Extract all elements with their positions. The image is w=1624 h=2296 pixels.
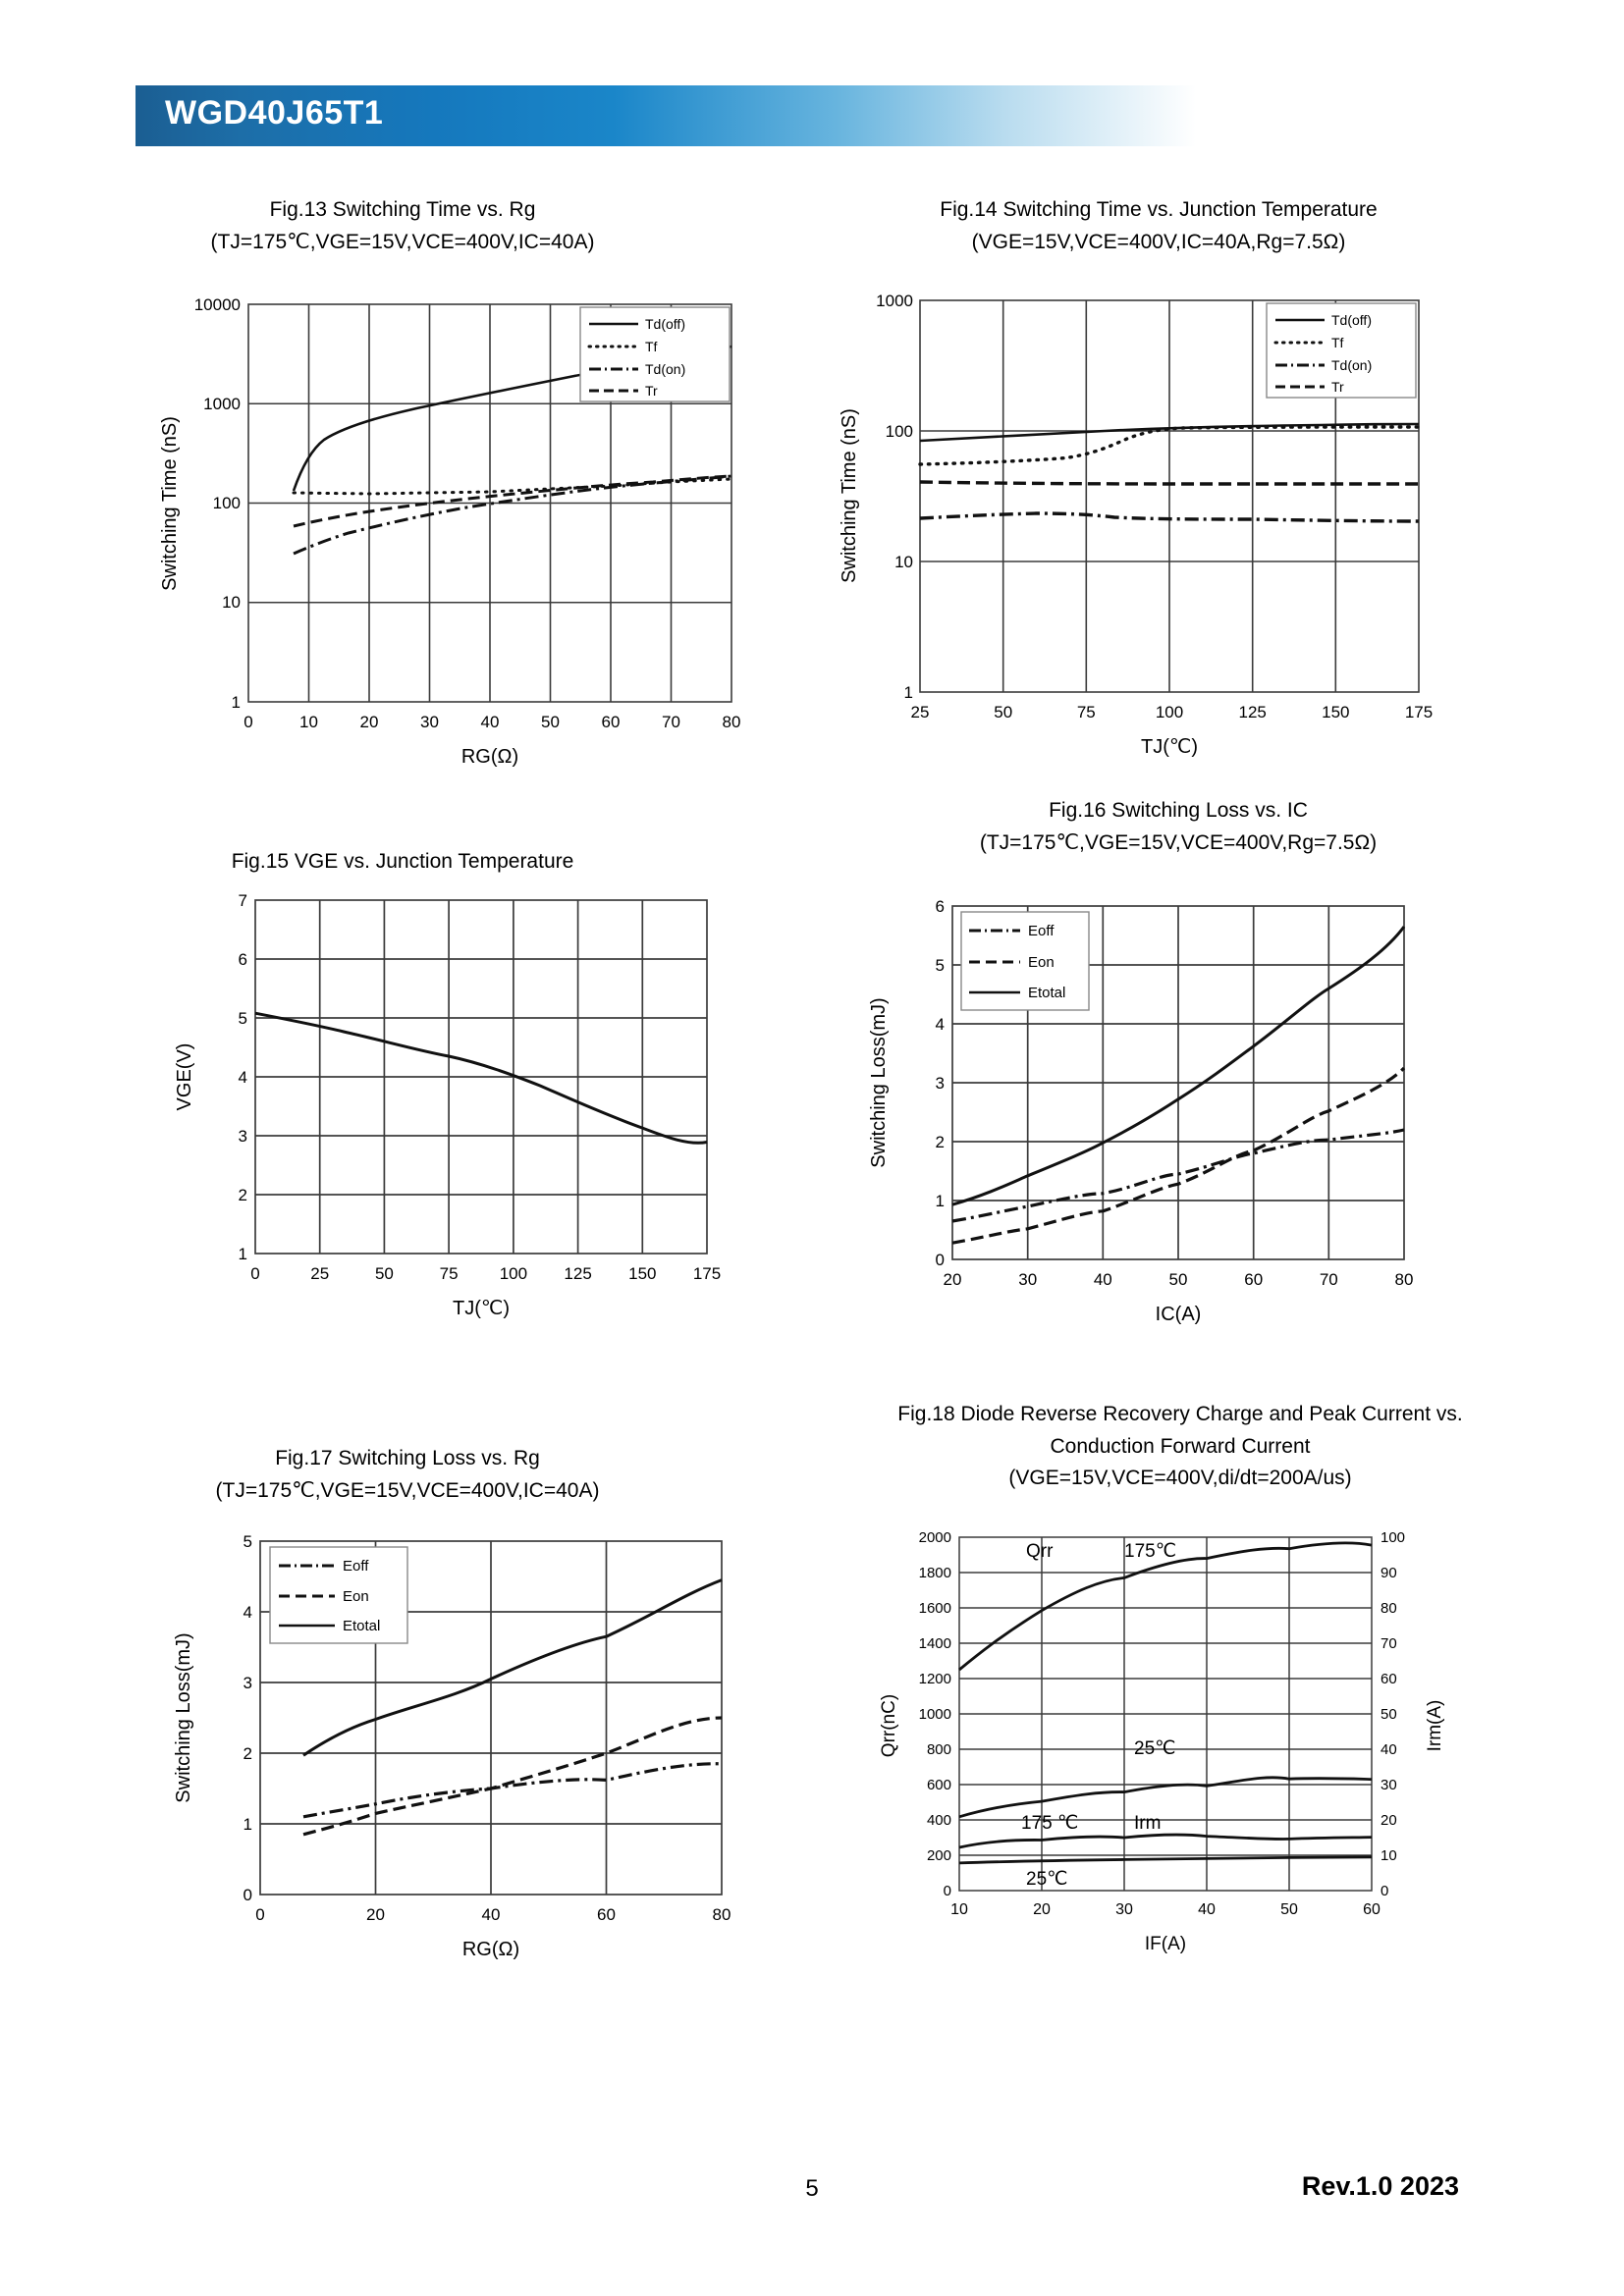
fig16-yaxis-label: Switching Loss(mJ) [868,997,890,1168]
fig15-chart [147,888,835,1340]
fig14-xtick: 125 [1238,703,1267,721]
fig18-ytick-right: 20 [1380,1812,1397,1829]
fig13-xtick: 30 [420,713,439,731]
page-title: WGD40J65T1 [165,94,384,132]
fig16-xtick: 60 [1244,1270,1264,1289]
fig16-xtick: 50 [1168,1270,1188,1289]
fig13-xtick: 80 [722,713,741,731]
fig15-ytick: 6 [238,950,247,969]
fig13-xtick: 0 [244,713,253,731]
fig13-ytick: 1000 [203,395,241,413]
fig18-chart [839,1520,1527,1991]
fig15-xtick: 25 [310,1264,330,1283]
fig18-caption-line1: Fig.18 Diode Reverse Recovery Charge and Peak Current vs. [897,1403,1463,1425]
fig14-legend [1267,303,1416,398]
fig14-svg [830,288,1517,778]
fig17-legend-label: Eon [343,1588,369,1605]
fig18-annotation-25c-low: 25℃ [1026,1869,1068,1890]
fig13-xtick: 10 [299,713,318,731]
fig15-xtick: 175 [692,1264,722,1283]
fig14-legend-label: Td(off) [1331,312,1372,328]
fig17-chart [142,1523,830,1995]
fig18-ytick-left: 600 [926,1777,951,1793]
fig14-xtick: 50 [994,703,1013,721]
fig17-series-eon [303,1718,722,1835]
fig14-legend-label: Tr [1331,379,1344,395]
fig18-ytick-left: 0 [943,1883,951,1899]
fig14-xtick: 75 [1076,703,1096,721]
fig14-xtick: 25 [910,703,930,721]
fig15-caption [177,846,628,879]
fig16-legend-label: Eon [1028,954,1055,971]
fig13-xtick: 60 [601,713,621,731]
fig17-xtick: 20 [366,1905,385,1924]
fig18-annotation-175c-low: 175 ℃ [1021,1813,1079,1834]
fig17-caption [182,1443,633,1507]
fig16-caption [844,795,1512,859]
fig15-ytick: 4 [238,1068,247,1087]
fig13-ytick: 10000 [193,295,241,314]
fig14-legend-label: Td(on) [1331,357,1373,373]
fig17-ytick: 5 [243,1532,252,1551]
fig15-series-vge [255,1013,707,1143]
fig14-ytick: 1 [903,683,913,702]
fig17-caption-line1: Fig.17 Switching Loss vs. Rg [275,1447,540,1469]
fig13-svg [142,290,830,780]
fig17-ytick: 3 [243,1674,252,1692]
fig18-ytick-right: 0 [1380,1883,1389,1899]
fig16-ytick: 0 [935,1251,945,1269]
fig14-legend-label: Tf [1331,335,1344,350]
fig16-xtick: 80 [1394,1270,1414,1289]
fig14-xtick: 100 [1155,703,1184,721]
fig15-ytick: 7 [238,891,247,910]
fig16-ytick: 2 [935,1133,945,1151]
fig18-ytick-left: 400 [926,1812,951,1829]
fig16-legend-label: Etotal [1028,985,1066,1001]
fig13-legend [580,307,730,401]
fig16-xaxis-label: IC(A) [1155,1304,1202,1325]
fig17-xtick: 40 [481,1905,501,1924]
fig18-ytick-left: 800 [926,1741,951,1758]
fig14-caption-line2: (VGE=15V,VCE=400V,IC=40A,Rg=7.5Ω) [971,230,1346,253]
fig17-legend [270,1547,407,1643]
fig14-series-tr [920,482,1419,484]
fig18-xaxis-label: IF(A) [1144,1934,1187,1954]
fig13-legend-label: Tf [645,339,658,354]
fig13-xtick: 70 [662,713,680,731]
fig18-ytick-left: 1400 [918,1635,951,1652]
fig14-xtick: 175 [1404,703,1434,721]
fig14-chart [830,288,1517,778]
fig15-xtick: 125 [564,1264,592,1283]
fig13-caption-line1: Fig.13 Switching Time vs. Rg [269,198,536,221]
fig13-chart [142,290,830,780]
fig18-series-qrr-25c [959,1778,1372,1817]
fig18-ytick-left: 1600 [918,1600,951,1617]
fig17-xtick: 0 [255,1905,265,1924]
fig13-yaxis-label: Switching Time (nS) [159,416,181,591]
fig18-series-irm-175c [959,1835,1372,1847]
fig16-caption-line2: (TJ=175℃,VGE=15V,VCE=400V,Rg=7.5Ω) [979,830,1378,854]
fig18-xtick: 50 [1280,1901,1298,1918]
fig15-svg [147,888,835,1340]
fig16-ytick: 5 [935,956,945,975]
fig15-ytick: 5 [238,1009,247,1028]
fig16-ytick: 3 [935,1074,945,1093]
fig18-ytick-left: 1000 [918,1706,951,1723]
fig18-caption [817,1399,1543,1495]
fig18-ytick-right: 90 [1380,1565,1397,1581]
fig15-xaxis-label: TJ(℃) [453,1298,510,1319]
fig13-xtick: 50 [541,713,560,731]
fig17-xtick: 60 [597,1905,616,1924]
fig16-svg [839,888,1527,1350]
fig16-ytick: 4 [935,1015,945,1034]
fig18-ytick-left: 1800 [918,1565,951,1581]
fig13-series-tdon [294,476,731,554]
fig18-ytick-left: 1200 [918,1671,951,1687]
fig17-caption-line2: (TJ=175℃,VGE=15V,VCE=400V,IC=40A) [215,1478,600,1502]
page-number: 5 [805,2175,819,2202]
fig15-xtick: 0 [250,1264,260,1283]
fig14-xaxis-label: TJ(℃) [1141,736,1198,758]
fig17-ytick: 1 [243,1815,252,1834]
fig18-xtick: 40 [1198,1901,1216,1918]
fig16-ytick: 1 [935,1192,945,1210]
fig16-caption-line1: Fig.16 Switching Loss vs. IC [1049,799,1308,822]
fig15-xtick: 50 [374,1264,394,1283]
fig13-caption [147,194,658,258]
fig13-ytick: 10 [222,593,241,612]
fig16-xtick: 70 [1319,1270,1338,1289]
fig13-series-tr [294,476,731,526]
fig16-legend-label: Eoff [1028,923,1055,939]
fig16-xtick: 30 [1018,1270,1038,1289]
fig18-ytick-right: 60 [1380,1671,1397,1687]
fig17-legend-label: Etotal [343,1618,381,1634]
fig17-ytick: 4 [243,1603,252,1622]
fig17-ytick: 2 [243,1744,252,1763]
fig13-legend-label: Tr [645,383,658,399]
fig17-yaxis-label: Switching Loss(mJ) [173,1632,194,1803]
fig18-series-irm-25c [959,1857,1372,1863]
fig13-legend-label: Td(off) [645,316,685,332]
fig18-xtick: 60 [1363,1901,1380,1918]
fig17-xaxis-label: RG(Ω) [461,1939,520,1960]
fig13-caption-line2: (TJ=175℃,VGE=15V,VCE=400V,IC=40A) [210,230,595,253]
fig18-ytick-right: 50 [1380,1706,1397,1723]
fig18-xtick: 10 [950,1901,968,1918]
fig15-ytick: 3 [238,1127,247,1146]
fig15-ytick: 1 [238,1245,247,1263]
fig13-xaxis-label: RG(Ω) [460,746,519,768]
fig18-ytick-right: 70 [1380,1635,1397,1652]
fig18-annotation-175c-top: 175℃ [1124,1541,1177,1562]
fig18-annotation-25c-mid: 25℃ [1134,1738,1176,1759]
fig18-ytick-right: 10 [1380,1847,1397,1864]
fig15-xtick: 150 [628,1264,657,1283]
fig14-caption-line1: Fig.14 Switching Time vs. Junction Temperature [940,198,1378,221]
fig13-xtick: 40 [480,713,500,731]
fig14-xtick: 150 [1322,703,1350,721]
fig16-ytick: 6 [935,897,945,916]
fig15-caption-line1: Fig.15 VGE vs. Junction Temperature [231,850,574,873]
fig14-yaxis-label: Switching Time (nS) [839,408,860,583]
fig16-chart [839,888,1527,1350]
fig13-ytick: 100 [212,494,241,512]
fig17-svg [142,1523,830,1995]
fig18-ytick-right: 30 [1380,1777,1397,1793]
fig18-ytick-left: 200 [926,1847,951,1864]
fig18-ytick-left: 2000 [918,1529,951,1546]
fig16-legend [961,912,1089,1010]
fig18-xtick: 30 [1115,1901,1133,1918]
fig15-yaxis-label: VGE(V) [174,1042,195,1111]
fig15-xtick: 100 [499,1264,528,1283]
fig18-yaxis-label-right: Irm(A) [1425,1699,1445,1752]
revision-label: Rev.1.0 2023 [1301,2171,1459,2201]
fig13-ytick: 1 [231,693,241,712]
fig16-xtick: 40 [1093,1270,1112,1289]
fig18-ytick-right: 80 [1380,1600,1397,1617]
fig15-ytick: 2 [238,1186,247,1204]
fig15-xtick: 75 [439,1264,459,1283]
fig13-xtick: 20 [359,713,379,731]
fig18-ytick-right: 100 [1380,1529,1406,1546]
fig14-caption [815,194,1502,258]
fig16-xtick: 20 [943,1270,962,1289]
fig14-ytick: 10 [894,553,913,571]
fig18-yaxis-label-left: Qrr(nC) [879,1693,899,1758]
fig17-ytick: 0 [243,1886,252,1904]
fig17-legend-label: Eoff [343,1558,369,1575]
fig18-xtick: 20 [1033,1901,1051,1918]
fig17-series-eoff [303,1764,722,1817]
fig18-caption-line2: (VGE=15V,VCE=400V,di/dt=200A/us) [1008,1467,1352,1490]
fig18-series-qrr-175c [959,1543,1372,1670]
fig18-caption-line15: Conduction Forward Current [1050,1434,1311,1458]
fig13-legend-label: Td(on) [645,361,686,377]
fig17-xtick: 80 [712,1905,731,1924]
fig14-ytick: 100 [885,422,913,441]
fig18-annotation-irm: Irm [1134,1813,1162,1834]
fig18-ytick-right: 40 [1380,1741,1397,1758]
fig14-ytick: 1000 [876,292,913,310]
fig18-annotation-qrr: Qrr [1026,1541,1054,1562]
fig18-svg [839,1520,1527,1991]
